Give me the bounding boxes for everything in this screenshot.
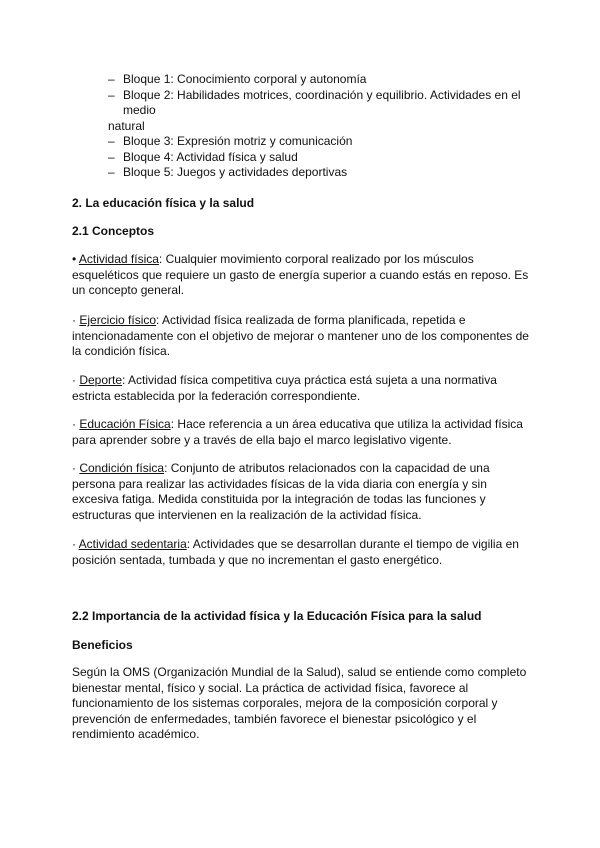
list-item-continuation <box>108 119 538 135</box>
bullet: · <box>72 417 76 431</box>
list-item <box>108 72 538 88</box>
concept-definition: : Cualquier movimiento corporal realizado por los músculos esqueléticos que requiere un gasto de energía superior a cuando estás en reposo. Es un concepto general. <box>72 252 529 297</box>
concept-term: Educación Física <box>79 417 171 431</box>
list-item <box>108 150 538 166</box>
concept-term: Actividad sedentaria <box>78 537 187 551</box>
concept-term: Condición física <box>79 461 165 475</box>
bloques-list <box>108 72 538 181</box>
section-heading: 2. La educación física y la salud <box>72 196 255 210</box>
dash-bullet: – <box>108 72 115 86</box>
bloque-text: Bloque 3: Expresión motriz y comunicación <box>123 134 353 148</box>
benefits-heading: Beneficios <box>72 638 133 652</box>
concept-term: Ejercicio físico <box>79 313 157 327</box>
list-item <box>108 134 538 150</box>
concept-definition: : Actividad física realizada de forma planificada, repetida e intencionadamente con el objetivo de mejorar o mantener uno de los componentes de la condición física. <box>72 313 529 358</box>
bloque-text: Bloque 5: Juegos y actividades deportivas <box>123 165 348 179</box>
bloque-text: natural <box>108 118 145 133</box>
concept-definition: : Actividad física competitiva cuya práctica está sujeta a una normativa estricta establecida por la federación correspondiente. <box>72 373 497 403</box>
concept-paragraph <box>72 252 532 299</box>
dash-bullet: – <box>108 134 115 148</box>
concept-definition: : Hace referencia a un área educativa que utiliza la actividad física para aprender sobre y a través de ella bajo el marco legislativo vigente. <box>72 417 523 447</box>
list-item <box>108 88 543 119</box>
concept-term: Actividad física <box>78 252 159 266</box>
subsection-heading: 2.2 Importancia de la actividad física y la Educación Física para la salud <box>72 609 482 623</box>
bullet: · <box>72 313 76 327</box>
concept-paragraph <box>72 461 532 523</box>
bloque-text: Bloque 4: Actividad física y salud <box>123 149 298 164</box>
bullet: · <box>72 461 76 475</box>
concept-paragraph <box>72 417 532 448</box>
concept-definition: : Actividades que se desarrollan durante el tiempo de vigilia en posición sentada, tumbada y que no incrementan el gasto energético. <box>72 537 519 567</box>
bullet: · <box>72 537 76 551</box>
concept-definition: : Conjunto de atributos relacionados con la capacidad de una persona para realizar las actividades físicas de la vida diaria con energía y sin excesiva fatiga. Medida constituida por la integración de todas las funciones y estructuras que intervienen en la realización de la actividad física. <box>72 461 490 522</box>
bloque-text: Bloque 2: Habilidades motrices, coordinación y equilibrio. Actividades en el medio <box>123 87 521 117</box>
dash-bullet: – <box>108 87 115 102</box>
list-item <box>108 165 538 181</box>
bloque-text: Bloque 1: Conocimiento corporal y autonomía <box>123 72 367 86</box>
concept-paragraph <box>72 313 532 360</box>
dash-bullet: – <box>108 149 115 164</box>
concept-paragraph <box>72 373 532 404</box>
benefits-paragraph: Según la OMS (Organización Mundial de la Salud), salud se entiende como completo bienestar mental, físico y social. La práctica de actividad física, favorece al funcionamiento de los sistemas corporales, mejora de la composición corporal y prevención de enfermedades, también favorece el bienestar psicológico y el rendimiento académico. <box>72 665 527 741</box>
bullet: · <box>72 373 76 387</box>
dash-bullet: – <box>108 165 115 179</box>
concept-paragraph <box>72 537 532 568</box>
concept-term: Deporte <box>79 373 123 387</box>
bullet: • <box>72 252 77 266</box>
subsection-heading: 2.1 Conceptos <box>72 224 155 238</box>
